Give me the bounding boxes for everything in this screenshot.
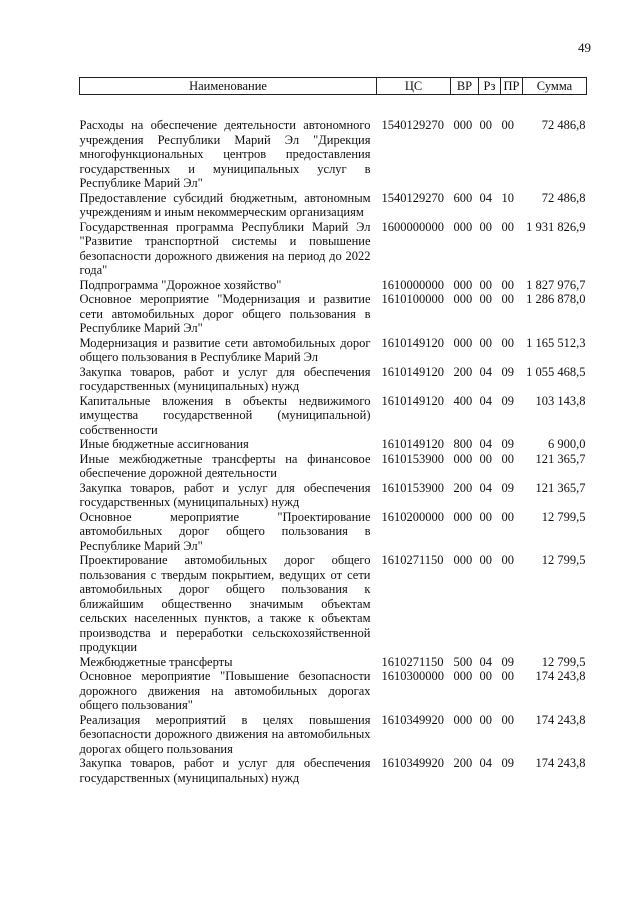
row-vr: 000 — [453, 219, 473, 234]
row-pr: 00 — [501, 219, 514, 234]
row-pr: 00 — [501, 553, 514, 567]
row-vr: 600 — [453, 190, 473, 205]
row-rz: 00 — [479, 553, 492, 567]
row-rz: 00 — [479, 451, 492, 466]
row-sum: 174 243,8 — [535, 756, 586, 770]
row-rz: 04 — [479, 480, 492, 495]
row-sum: 1 165 512,3 — [526, 335, 586, 350]
row-name: Закупка товаров, работ и услуг для обеспечения государственных (муниципальных) нужд — [79, 756, 371, 785]
row-cs: 1540129270 — [381, 118, 444, 132]
table-row — [80, 553, 587, 655]
row-name: Подпрограмма "Дорожное хозяйство" — [79, 277, 282, 292]
row-sum: 12 799,5 — [541, 509, 586, 524]
row-cs: 1610149120 — [381, 335, 444, 350]
row-cs: 1610271150 — [381, 553, 444, 567]
row-name: Иные межбюджетные трансферты на финансовое обеспечение дорожной деятельности — [79, 451, 371, 480]
row-rz: 00 — [479, 669, 492, 683]
row-vr: 200 — [453, 480, 473, 495]
row-sum: 72 486,8 — [541, 118, 586, 132]
row-cs: 1610349920 — [381, 712, 444, 727]
table-row — [80, 191, 587, 220]
table-header-row — [80, 78, 587, 95]
header-rz: Рз — [479, 78, 501, 95]
row-name: Проектирование автомобильных дорог общего пользования с твердым покрытием, ведущих от сети автомобильных дорог общего пользования к ближайшим общественно значимым объектам сельских населенных пунктов, а также к объектам производства и переработки сельскохозяйственной продукции — [79, 553, 371, 654]
header-sum: Сумма — [523, 78, 587, 95]
row-cs: 1610149120 — [381, 393, 444, 408]
row-name: Капитальные вложения в объекты недвижимого имущества государственной (муниципальной) собственности — [79, 393, 371, 437]
row-pr: 09 — [501, 437, 514, 451]
row-vr: 000 — [453, 451, 473, 466]
row-cs: 1610200000 — [381, 509, 444, 524]
row-cs: 1610271150 — [381, 654, 444, 669]
row-sum: 174 243,8 — [535, 669, 586, 683]
row-rz: 00 — [479, 118, 492, 132]
table-row — [80, 292, 587, 336]
table-row — [80, 655, 587, 670]
row-pr: 09 — [501, 480, 514, 495]
row-cs: 1610100000 — [381, 292, 444, 306]
row-cs: 1610149120 — [381, 437, 444, 451]
row-rz: 04 — [479, 654, 492, 669]
row-vr: 200 — [453, 756, 473, 770]
row-sum: 121 365,7 — [535, 451, 586, 466]
row-cs: 1610153900 — [381, 451, 444, 466]
row-name: Расходы на обеспечение деятельности автономного учреждения Республики Марий Эл "Дирекция многофункциональных центров предоставления государственных и муниципальных услуг в Республике Марий Эл" — [79, 118, 371, 190]
row-rz: 04 — [479, 437, 492, 451]
row-sum: 1 055 468,5 — [526, 364, 586, 379]
row-pr: 09 — [501, 654, 514, 669]
row-rz: 00 — [479, 219, 492, 234]
row-vr: 000 — [453, 712, 473, 727]
row-rz: 00 — [479, 292, 492, 306]
row-rz: 04 — [479, 393, 492, 408]
row-sum: 121 365,7 — [535, 480, 586, 495]
header-pr: ПР — [501, 78, 523, 95]
row-vr: 000 — [453, 509, 473, 524]
budget-table — [79, 77, 587, 785]
row-pr: 09 — [501, 364, 514, 379]
table-row — [80, 95, 587, 191]
row-vr: 000 — [453, 553, 473, 567]
table-row — [80, 394, 587, 438]
row-pr: 10 — [501, 190, 514, 205]
row-sum: 72 486,8 — [541, 190, 586, 205]
row-sum: 1 827 976,7 — [526, 277, 586, 292]
header-cs: ЦС — [377, 78, 451, 95]
row-vr: 000 — [453, 669, 473, 683]
row-name: Основное мероприятие "Повышение безопасности дорожного движения на автомобильных дорогах общего пользования" — [79, 669, 371, 712]
table-row — [80, 510, 587, 554]
table-row — [80, 481, 587, 510]
row-pr: 00 — [501, 292, 514, 306]
row-rz: 00 — [479, 712, 492, 727]
table-row — [80, 756, 587, 785]
row-name: Государственная программа Республики Марий Эл "Развитие транспортной системы и повышение безопасности дорожного движения на период до 2022 года" — [79, 219, 371, 277]
row-name: Основное мероприятие "Проектирование автомобильных дорог общего пользования в Республике Марий Эл" — [79, 509, 371, 553]
row-sum: 1 931 826,9 — [526, 219, 586, 234]
table-row — [80, 220, 587, 278]
table-row — [80, 713, 587, 757]
row-rz: 00 — [479, 335, 492, 350]
row-name: Иные бюджетные ассигнования — [79, 437, 249, 451]
row-vr: 400 — [453, 393, 473, 408]
row-pr: 00 — [501, 669, 514, 683]
row-pr: 09 — [501, 756, 514, 770]
row-name: Основное мероприятие "Модернизация и развитие сети автомобильных дорог общего пользования в Республике Марий Эл" — [79, 292, 371, 335]
row-name: Межбюджетные трансферты — [79, 654, 233, 669]
row-vr: 000 — [453, 292, 473, 306]
row-sum: 12 799,5 — [541, 654, 586, 669]
table-row — [80, 278, 587, 293]
table-row — [80, 437, 587, 452]
row-sum: 12 799,5 — [541, 553, 586, 567]
row-name: Предоставление субсидий бюджетным, автономным учреждениям и иным некоммерческим организациям — [79, 190, 371, 219]
table-row — [80, 669, 587, 713]
row-name: Модернизация и развитие сети автомобильных дорог общего пользования в Республике Марий Эл — [79, 335, 371, 364]
page-number: 49 — [578, 40, 591, 55]
table-row — [80, 452, 587, 481]
row-vr: 800 — [453, 437, 473, 451]
row-cs: 1610149120 — [381, 364, 444, 379]
row-pr: 00 — [501, 712, 514, 727]
table-row — [80, 365, 587, 394]
row-name: Реализация мероприятий в целях повышения безопасности дорожного движения на автомобильных дорогах общего пользования — [79, 712, 371, 756]
row-rz: 00 — [479, 277, 492, 292]
row-vr: 000 — [453, 118, 473, 132]
row-cs: 1540129270 — [381, 190, 444, 205]
row-vr: 000 — [453, 277, 473, 292]
row-rz: 04 — [479, 756, 492, 770]
row-cs: 1610300000 — [381, 669, 444, 683]
row-vr: 000 — [453, 335, 473, 350]
row-pr: 00 — [501, 335, 514, 350]
row-sum: 1 286 878,0 — [526, 292, 586, 306]
table-row — [80, 336, 587, 365]
row-cs: 1610000000 — [381, 277, 444, 292]
header-vr: ВР — [451, 78, 479, 95]
row-pr: 00 — [501, 451, 514, 466]
row-sum: 174 243,8 — [535, 712, 586, 727]
row-vr: 500 — [453, 654, 473, 669]
row-pr: 00 — [501, 509, 514, 524]
row-cs: 1600000000 — [381, 219, 444, 234]
row-name: Закупка товаров, работ и услуг для обеспечения государственных (муниципальных) нужд — [79, 480, 371, 509]
row-pr: 00 — [501, 118, 514, 132]
row-pr: 00 — [501, 277, 514, 292]
row-cs: 1610153900 — [381, 480, 444, 495]
row-rz: 00 — [479, 509, 492, 524]
header-name: Наименование — [80, 78, 377, 95]
row-pr: 09 — [501, 393, 514, 408]
row-cs: 1610349920 — [381, 756, 444, 770]
row-vr: 200 — [453, 364, 473, 379]
row-sum: 103 143,8 — [535, 393, 586, 408]
row-sum: 6 900,0 — [548, 437, 586, 451]
row-rz: 04 — [479, 190, 492, 205]
row-name: Закупка товаров, работ и услуг для обеспечения государственных (муниципальных) нужд — [79, 364, 371, 393]
row-rz: 04 — [479, 364, 492, 379]
